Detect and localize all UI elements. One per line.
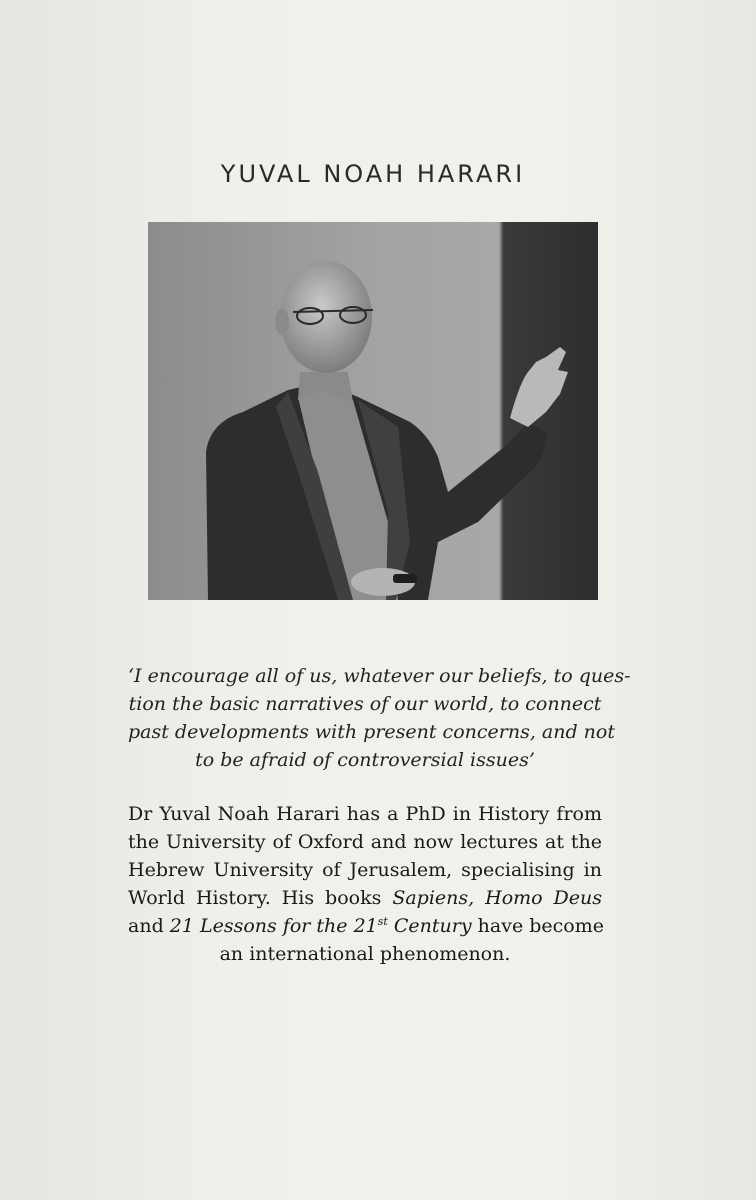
book-title-part: 21 Lessons for the 21 — [169, 915, 378, 937]
quote-line: to be afraid of controversial issues’ — [195, 749, 535, 771]
book-title-sapiens: Sapiens, — [392, 887, 475, 909]
ordinal-suffix: st — [377, 915, 388, 928]
bio-line — [128, 884, 602, 912]
bio-line: the University of Oxford and now lectures at the — [128, 831, 602, 853]
quote-line: ‘I encourage all of us, whatever our beliefs, to ques- — [128, 665, 631, 687]
author-bio — [128, 800, 602, 968]
author-quote — [128, 662, 631, 774]
author-name: YUVAL NOAH HARARI — [220, 160, 526, 188]
bio-text: World History. His books — [128, 887, 382, 909]
bio-line: Hebrew University of Jerusalem, specialising in — [128, 859, 602, 881]
quote-line: tion the basic narratives of our world, to connect — [128, 693, 602, 715]
bio-line: Dr Yuval Noah Harari has a PhD in History from — [128, 803, 602, 825]
book-title-part: Century — [393, 915, 472, 937]
book-title-homo-deus: Homo Deus — [485, 887, 603, 909]
quote-line: past developments with present concerns, and not — [128, 721, 615, 743]
bio-line — [128, 912, 602, 940]
bio-line: an international phenomenon. — [219, 943, 511, 965]
bio-text: and — [128, 915, 164, 937]
author-photo — [148, 222, 598, 600]
bio-text: have become — [477, 915, 604, 937]
book-title-21-lessons — [170, 915, 472, 937]
